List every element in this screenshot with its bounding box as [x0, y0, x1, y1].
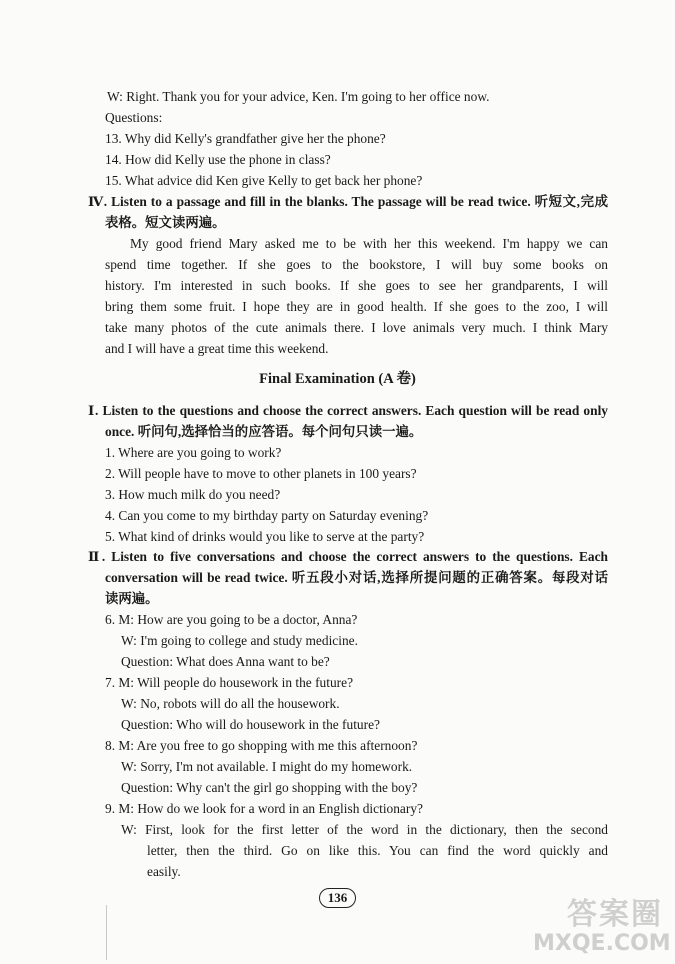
question-item: 2. Will people have to move to other planets in 100 years? — [105, 466, 417, 481]
questions-label: Questions: — [105, 110, 163, 125]
section-ii-heading-cont: conversation will be read twice. 听五段小对话,选择所提问题的正确答案。每段对话 — [105, 570, 608, 585]
watermark-logo-text: 答案圈 — [567, 897, 663, 932]
section-ii-heading: Ⅱ. Listen to five conversations and choose the correct answers to the questions. Each — [88, 549, 608, 564]
conversation-6-m: 6. M: How are you going to be a doctor, Anna? — [105, 612, 358, 627]
conversation-7-m: 7. M: Will people do housework in the future? — [105, 675, 354, 690]
question-item: 5. What kind of drinks would you like to serve at the party? — [105, 529, 425, 544]
dialogue-line-w: W: Right. Thank you for your advice, Ken. I'm going to her office now. — [107, 89, 490, 104]
section-iv-heading: Ⅳ. Listen to a passage and fill in the blanks. The passage will be read twice. 听短文,完成 — [88, 194, 608, 209]
conversation-9-w: W: First, look for the first letter of the word in the dictionary, then the second — [121, 822, 608, 837]
watermark-url: MXQE.COM — [533, 931, 671, 956]
passage-line: history. I'm interested in such books. If she goes to see her grandparents, I will — [105, 278, 608, 293]
conversation-9-m: 9. M: How do we look for a word in an English dictionary? — [105, 801, 423, 816]
section-ii-heading-cont: 读两遍。 — [105, 591, 159, 606]
conversation-6-question: Question: What does Anna want to be? — [121, 654, 330, 669]
section-i-heading: Ⅰ. Listen to the questions and choose the correct answers. Each question will be read only — [88, 403, 608, 418]
conversation-7-w: W: No, robots will do all the housework. — [121, 696, 340, 711]
question-15: 15. What advice did Ken give Kelly to get back her phone? — [105, 173, 423, 188]
exam-title: Final Examination (A 卷) — [259, 371, 416, 387]
conversation-7-question: Question: Who will do housework in the future? — [121, 717, 380, 732]
conversation-8-question: Question: Why can't the girl go shopping with the boy? — [121, 780, 418, 795]
margin-line — [106, 905, 107, 960]
question-13: 13. Why did Kelly's grandfather give her the phone? — [105, 131, 386, 146]
conversation-9-w-cont: letter, then the third. Go on like this. You can find the word quickly and — [147, 843, 608, 858]
conversation-6-w: W: I'm going to college and study medicine. — [121, 633, 358, 648]
watermark — [533, 897, 671, 956]
section-iv-heading-cont: 表格。短文读两遍。 — [105, 215, 226, 230]
passage-line: take many photos of the cute animals there. I love animals very much. I think Mary — [105, 320, 608, 335]
question-item: 1. Where are you going to work? — [105, 445, 282, 460]
page-number-label: 136 — [319, 888, 357, 908]
passage-line: spend time together. If she goes to the bookstore, I will buy some books on — [105, 257, 608, 272]
passage-line: My good friend Mary asked me to be with her this weekend. I'm happy we can — [130, 236, 608, 251]
question-item: 3. How much milk do you need? — [105, 487, 281, 502]
passage-line: and I will have a great time this weekend. — [105, 341, 329, 356]
conversation-8-w: W: Sorry, I'm not available. I might do my homework. — [121, 759, 413, 774]
section-i-heading-cont: once. 听问句,选择恰当的应答语。每个问句只读一遍。 — [105, 424, 423, 439]
question-14: 14. How did Kelly use the phone in class? — [105, 152, 331, 167]
question-item: 4. Can you come to my birthday party on Saturday evening? — [105, 508, 429, 523]
conversation-9-w-cont: easily. — [147, 864, 181, 879]
passage-line: bring them some fruit. I hope they are in good health. If she goes to the zoo, I will — [105, 299, 608, 314]
conversation-8-m: 8. M: Are you free to go shopping with me this afternoon? — [105, 738, 418, 753]
